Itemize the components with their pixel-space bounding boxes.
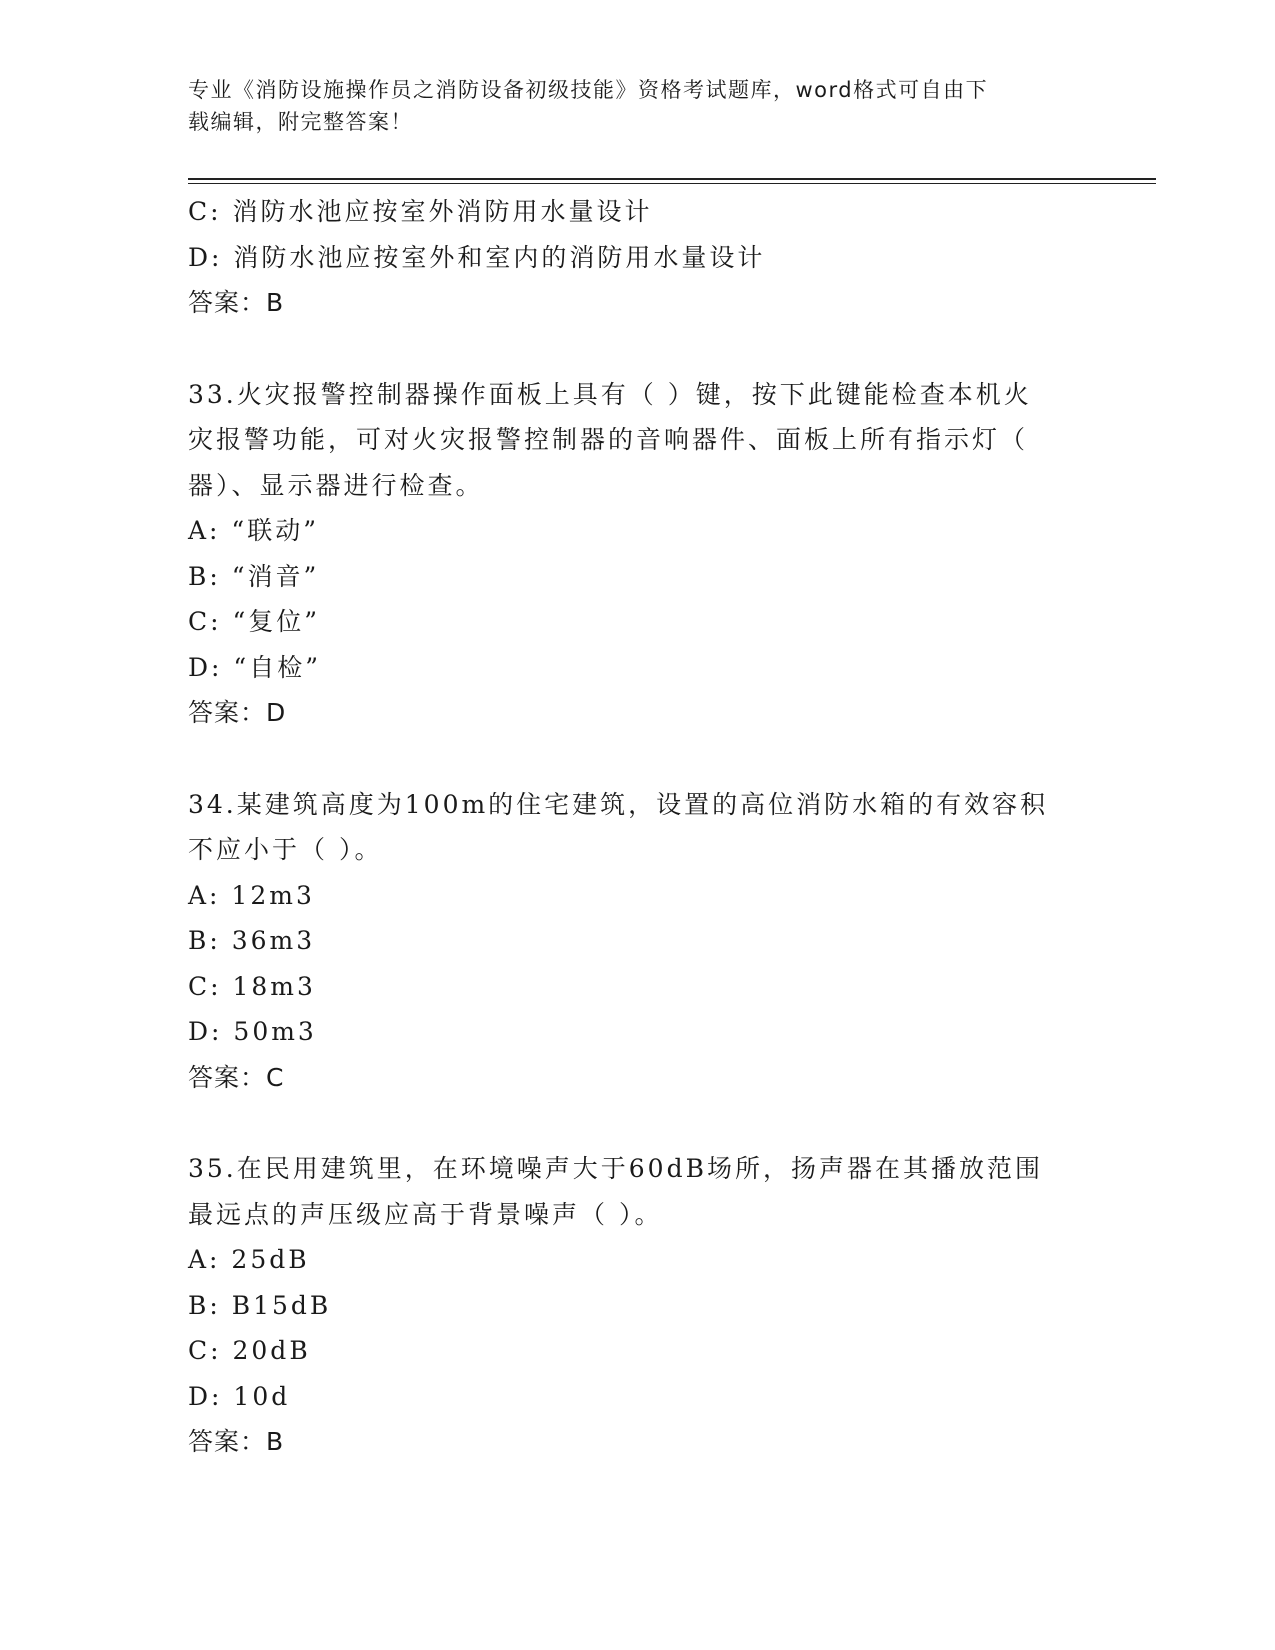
question-33 bbox=[188, 372, 1088, 736]
answer-line: 答案：C bbox=[188, 1062, 285, 1092]
header-line-2: 载编辑，附完整答案！ bbox=[188, 110, 413, 134]
stem-line: 35.在民用建筑里，在环境噪声大于60dB场所，扬声器在其播放范围 bbox=[188, 1154, 1043, 1183]
question-content bbox=[188, 189, 1088, 1465]
stem-line: 器）、显示器进行检查。 bbox=[188, 470, 484, 500]
header-line-1: 专业《消防设施操作员之消防设备初级技能》资格考试题库，word格式可自由下 bbox=[188, 78, 989, 102]
option-b: B: B15dB bbox=[188, 1290, 332, 1320]
stem-line: 不应小于（ ）。 bbox=[188, 835, 383, 864]
question-35 bbox=[188, 1146, 1088, 1465]
option-c: C: “复位” bbox=[188, 607, 321, 636]
option-b: B: “消音” bbox=[188, 561, 320, 591]
question-34 bbox=[188, 782, 1088, 1101]
option-d: D: 50m3 bbox=[188, 1017, 317, 1046]
option-d: D: 消防水池应按室外和室内的消防用水量设计 bbox=[188, 242, 766, 272]
option-d: D: “自检” bbox=[188, 652, 321, 682]
question-stem bbox=[188, 1146, 1088, 1237]
question-stem bbox=[188, 372, 1088, 509]
header-divider-thin bbox=[188, 183, 1156, 184]
stem-line: 灾报警功能，可对火灾报警控制器的音响器件、面板上所有指示灯（ bbox=[188, 425, 1029, 454]
option-d: D: 10d bbox=[188, 1381, 291, 1411]
stem-line: 33.火灾报警控制器操作面板上具有（ ）键，按下此键能检查本机火 bbox=[188, 379, 1032, 409]
option-a: A: 25dB bbox=[188, 1245, 310, 1274]
header-divider-thick bbox=[188, 178, 1156, 180]
option-a: A: “联动” bbox=[188, 516, 319, 545]
answer-line: 答案：D bbox=[188, 698, 287, 727]
continued-question bbox=[188, 189, 1088, 326]
document-header bbox=[188, 74, 1088, 138]
option-c: C: 消防水池应按室外消防用水量设计 bbox=[188, 197, 653, 226]
answer-line: 答案：B bbox=[188, 1427, 285, 1456]
answer-line: 答案：B bbox=[188, 288, 285, 317]
option-c: C: 18m3 bbox=[188, 971, 316, 1001]
option-c: C: 20dB bbox=[188, 1336, 311, 1365]
stem-line: 最远点的声压级应高于背景噪声（ ）。 bbox=[188, 1199, 663, 1229]
question-stem bbox=[188, 782, 1088, 873]
stem-line: 34.某建筑高度为100m的住宅建筑，设置的高位消防水箱的有效容积 bbox=[188, 789, 1049, 819]
option-b: B: 36m3 bbox=[188, 926, 316, 955]
option-a: A: 12m3 bbox=[188, 880, 315, 910]
